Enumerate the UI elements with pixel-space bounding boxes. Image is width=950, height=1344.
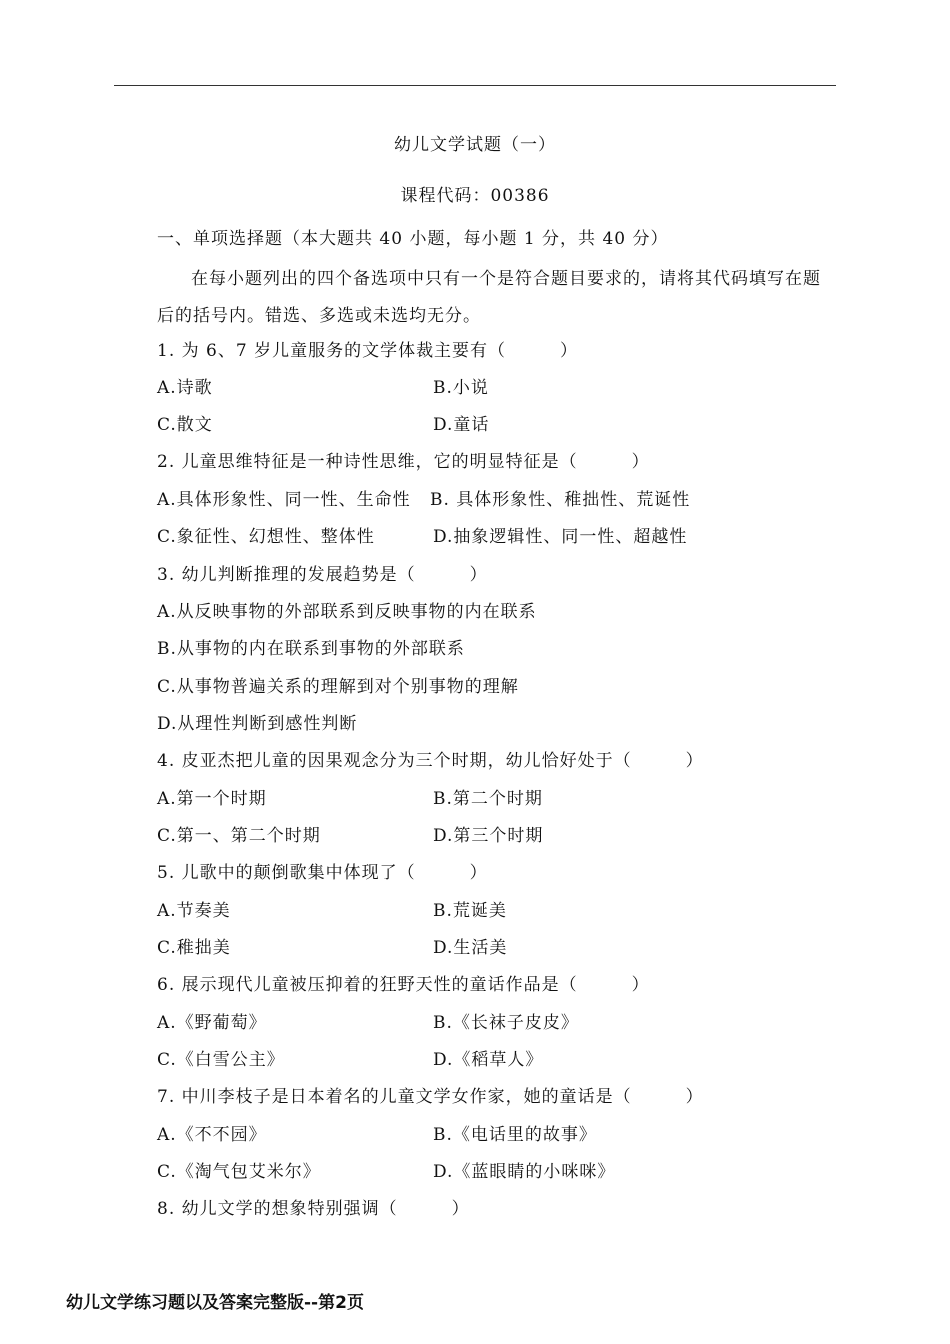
option-a: A.第一个时期 — [157, 789, 267, 809]
header-rule — [114, 85, 836, 86]
document-title: 幼儿文学试题（一） — [394, 135, 556, 155]
option-d: D.《稻草人》 — [433, 1050, 544, 1070]
option-c: C.稚拙美 — [157, 938, 231, 958]
option-c: C.《白雪公主》 — [157, 1050, 285, 1070]
question-stem: 8. 幼儿文学的想象特别强调（ ） — [157, 1199, 470, 1219]
question-stem: 6. 展示现代儿童被压抑着的狂野天性的童话作品是（ ） — [157, 975, 650, 995]
option-b: B.第二个时期 — [433, 789, 543, 809]
question-stem: 3. 幼儿判断推理的发展趋势是（ ） — [157, 565, 488, 585]
question-stem: 2. 儿童思维特征是一种诗性思维，它的明显特征是（ ） — [157, 452, 650, 472]
course-code: 课程代码：00386 — [400, 186, 550, 206]
option-a: A.诗歌 — [157, 378, 213, 398]
option-d: D.《蓝眼睛的小咪咪》 — [433, 1162, 616, 1182]
option-d: D.抽象逻辑性、同一性、超越性 — [433, 527, 688, 547]
question-stem: 5. 儿歌中的颠倒歌集中体现了（ ） — [157, 863, 488, 883]
option-c: C.象征性、幻想性、整体性 — [157, 527, 375, 547]
option-a: A.具体形象性、同一性、生命性 — [157, 490, 411, 510]
option-a: A.从反映事物的外部联系到反映事物的内在联系 — [157, 602, 537, 622]
question-stem: 1. 为 6、7 岁儿童服务的文学体裁主要有（ ） — [157, 341, 579, 361]
option-b: B.《电话里的故事》 — [433, 1125, 597, 1145]
option-b: B.《长袜子皮皮》 — [433, 1013, 579, 1033]
question-stem: 4. 皮亚杰把儿童的因果观念分为三个时期，幼儿恰好处于（ ） — [157, 751, 704, 771]
option-b: B.小说 — [433, 378, 489, 398]
option-b: B.荒诞美 — [433, 901, 507, 921]
question-stem: 7. 中川李枝子是日本着名的儿童文学女作家，她的童话是（ ） — [157, 1087, 704, 1107]
option-c: C.散文 — [157, 415, 213, 435]
option-d: D.童话 — [433, 415, 490, 435]
section-instruction: 在每小题列出的四个备选项中只有一个是符合题目要求的，请将其代码填写在题后的括号内。错选、多选或未选均无分。 — [157, 269, 821, 326]
option-a: A.《野葡萄》 — [157, 1013, 267, 1033]
option-d: D.生活美 — [433, 938, 508, 958]
option-b: B. 具体形象性、稚拙性、荒诞性 — [430, 490, 691, 510]
option-a: A.节奏美 — [157, 901, 231, 921]
section-heading: 一、单项选择题（本大题共 40 小题，每小题 1 分，共 40 分） — [157, 229, 669, 249]
option-b: B.从事物的内在联系到事物的外部联系 — [157, 639, 465, 659]
option-a: A.《不不园》 — [157, 1125, 267, 1145]
option-c: C.从事物普遍关系的理解到对个别事物的理解 — [157, 677, 519, 697]
option-d: D.从理性判断到感性判断 — [157, 714, 358, 734]
option-c: C.《淘气包艾米尔》 — [157, 1162, 321, 1182]
option-c: C.第一、第二个时期 — [157, 826, 321, 846]
page-footer: 幼儿文学练习题以及答案完整版--第2页 — [66, 1293, 364, 1313]
option-d: D.第三个时期 — [433, 826, 544, 846]
